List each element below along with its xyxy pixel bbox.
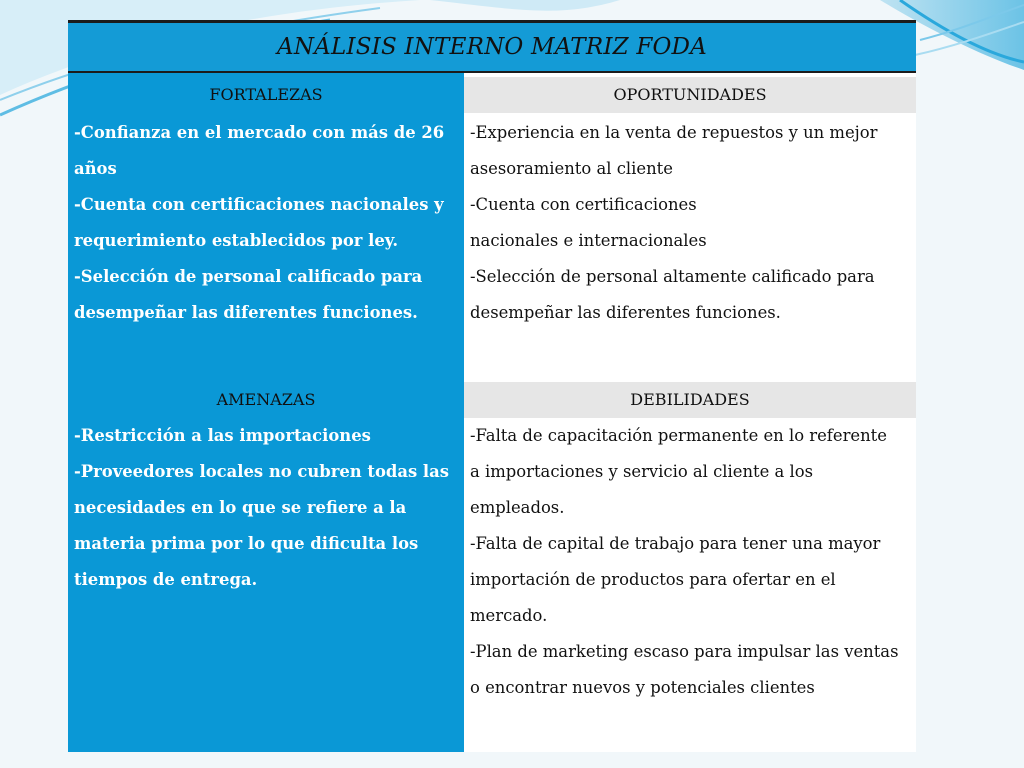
oportunidades-header: OPORTUNIDADES bbox=[464, 77, 916, 113]
debilidades-line: a importaciones y servicio al cliente a los bbox=[470, 462, 814, 481]
amenazas-header: AMENAZAS bbox=[216, 390, 316, 409]
oportunidades-line: -Selección de personal altamente calificado para bbox=[470, 267, 875, 286]
oportunidades-line: nacionales e internacionales bbox=[470, 231, 707, 250]
fortalezas-line: -Cuenta con certificaciones nacionales y bbox=[74, 195, 444, 214]
fortalezas-line: -Confianza en el mercado con más de 26 bbox=[74, 123, 445, 142]
fortalezas-line: años bbox=[74, 159, 117, 178]
debilidades-line: -Falta de capacitación permanente en lo referente bbox=[470, 426, 887, 445]
oportunidades-body bbox=[470, 115, 910, 331]
oportunidades-line: -Cuenta con certificaciones bbox=[470, 195, 697, 214]
debilidades-line: -Falta de capital de trabajo para tener una mayor bbox=[470, 534, 881, 553]
fortalezas-body bbox=[74, 115, 464, 331]
amenazas-body bbox=[74, 418, 464, 598]
amenazas-line: necesidades en lo que se refiere a la bbox=[74, 498, 407, 517]
fortalezas-line: -Selección de personal calificado para bbox=[74, 267, 423, 286]
amenazas-line: -Restricción a las importaciones bbox=[74, 426, 371, 445]
fortalezas-header: FORTALEZAS bbox=[209, 85, 323, 104]
fortalezas-line: requerimiento establecidos por ley. bbox=[74, 231, 399, 250]
oportunidades-line: asesoramiento al cliente bbox=[470, 159, 673, 178]
oportunidades-line: desempeñar las diferentes funciones. bbox=[470, 303, 781, 322]
debilidades-line: importación de productos para ofertar en el bbox=[470, 570, 836, 589]
debilidades-body bbox=[470, 418, 910, 706]
debilidades-line: mercado. bbox=[470, 606, 548, 625]
fortalezas-line: desempeñar las diferentes funciones. bbox=[74, 303, 418, 322]
amenazas-line: tiempos de entrega. bbox=[74, 570, 258, 589]
amenazas-line: materia prima por lo que dificulta los bbox=[74, 534, 419, 553]
left-column bbox=[68, 73, 464, 752]
right-column bbox=[464, 73, 916, 752]
debilidades-header: DEBILIDADES bbox=[464, 382, 916, 418]
debilidades-line: empleados. bbox=[470, 498, 565, 517]
oportunidades-line: -Experiencia en la venta de repuestos y un mejor bbox=[470, 123, 878, 142]
amenazas-line: -Proveedores locales no cubren todas las bbox=[74, 462, 450, 481]
debilidades-line: -Plan de marketing escaso para impulsar las ventas bbox=[470, 642, 899, 661]
title-bar bbox=[68, 23, 916, 73]
debilidades-line: o encontrar nuevos y potenciales clientes bbox=[470, 678, 815, 697]
foda-matrix-table bbox=[68, 20, 916, 752]
slide-title: ANÁLISIS INTERNO MATRIZ FODA bbox=[277, 34, 707, 60]
